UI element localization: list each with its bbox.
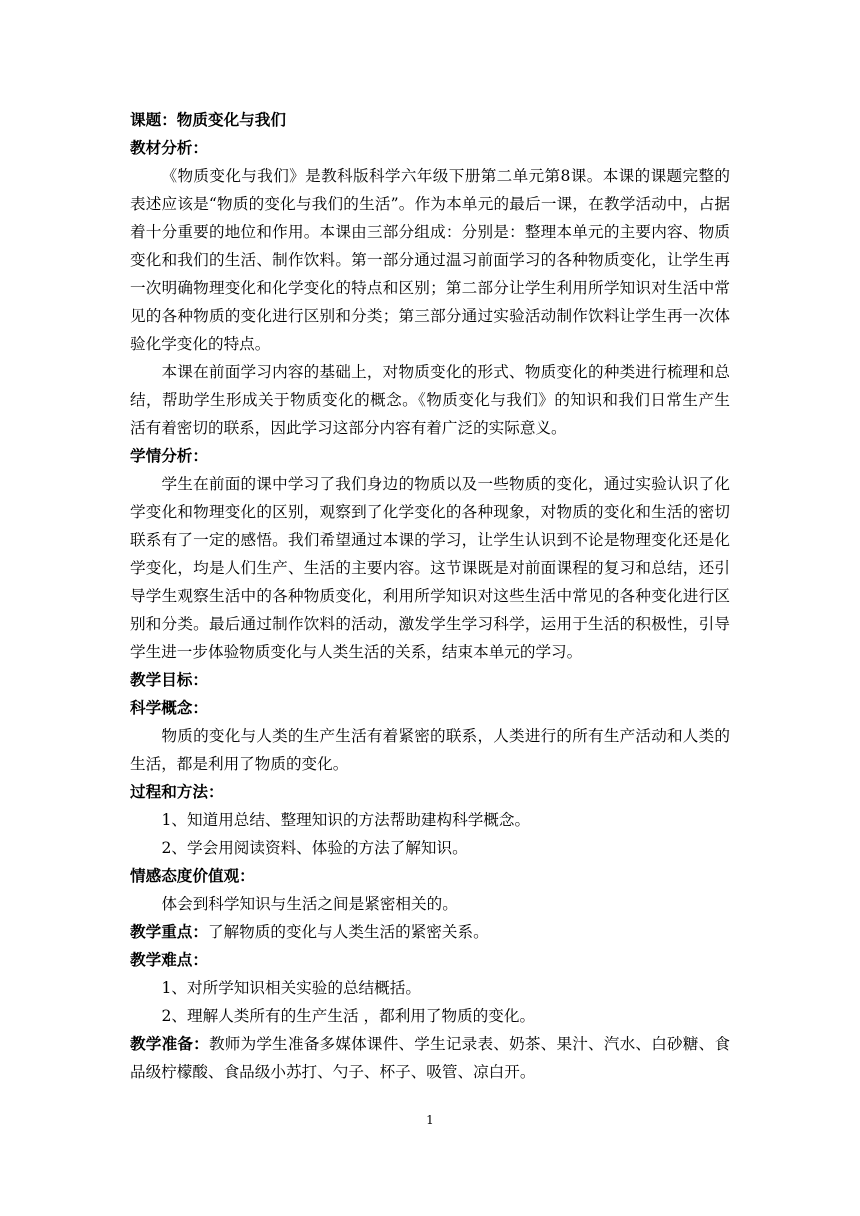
attitude-values-item-1: 体会到科学知识与生活之间是紧密相关的。 — [161, 895, 458, 913]
difficulties-heading: 教学难点： — [130, 950, 208, 969]
process-methods-heading: 过程和方法： — [130, 782, 224, 801]
lesson-title-label: 课题： — [130, 110, 177, 129]
textbook-analysis-paragraph-1: 《物质变化与我们》是教科版科学六年级下册第二单元第8课。本课的课题完整的表述应该是“物质的变化与我们的生活”。作为本单元的最后一课，在教学活动中，占据着十分重要的地位和作用。本课由三部分组成：分别是：整理本单元的主要内容、物质变化和我们的生活、制作饮料。第一部分通过温习前面学习的各种物质变化，让学生再一次明确物理变化和化学变化的特点和区别；第二部分让学生利用所学知识对生活中常见的各种物质的变化进行区别和分类；第三部分通过实验活动制作饮料让学生再一次体验化学变化的特点。 — [130, 167, 730, 353]
key-point-label: 教学重点： — [130, 922, 208, 941]
preparation-paragraph — [130, 1030, 730, 1086]
lesson-title-text: 物质变化与我们 — [176, 110, 286, 129]
process-methods-item-2: 2、学会用阅读资料、体验的方法了解知识。 — [161, 839, 468, 857]
student-analysis-heading: 学情分析： — [130, 446, 208, 465]
process-methods-item-1: 1、知道用总结、整理知识的方法帮助建构科学概念。 — [161, 811, 531, 829]
objectives-heading: 教学目标： — [130, 670, 208, 689]
preparation-text: 教师为学生准备多媒体课件、学生记录表、奶茶、果汁、汽水、白砂糖、食品级柠檬酸、食品级小苏打、勺子、杯子、吸管、凉白开。 — [130, 1035, 730, 1081]
document-page — [130, 106, 730, 1086]
science-concept-heading: 科学概念： — [130, 698, 208, 717]
science-concept-paragraph: 物质的变化与人类的生产生活有着紧密的联系，人类进行的所有生产活动和人类的生活，都是利用了物质的变化。 — [130, 727, 730, 773]
key-point-line — [130, 918, 730, 946]
key-point-text: 了解物质的变化与人类生活的紧密关系。 — [207, 923, 489, 941]
difficulties-item-2: 2、理解人类所有的生产生活 ，都利用了物质的变化。 — [161, 1007, 536, 1025]
textbook-analysis-heading: 教材分析： — [130, 138, 208, 157]
page-number: 1 — [426, 1113, 434, 1127]
preparation-label: 教学准备： — [130, 1034, 209, 1053]
textbook-analysis-paragraph-2: 本课在前面学习内容的基础上，对物质变化的形式、物质变化的种类进行梳理和总结，帮助学生形成关于物质变化的概念。《物质变化与我们》的知识和我们日常生产生活有着密切的联系，因此学习这部分内容有着广泛的实际意义。 — [130, 363, 730, 437]
attitude-values-heading: 情感态度价值观： — [130, 866, 255, 885]
difficulties-item-1: 1、对所学知识相关实验的总结概括。 — [161, 979, 421, 997]
lesson-title — [130, 106, 730, 134]
student-analysis-paragraph: 学生在前面的课中学习了我们身边的物质以及一些物质的变化，通过实验认识了化学变化和物理变化的区别，观察到了化学变化的各种现象，对物质的变化和生活的密切联系有了一定的感悟。我们希望通过本课的学习，让学生认识到不论是物理变化还是化学变化，均是人们生产、生活的主要内容。这节课既是对前面课程的复习和总结，还引导学生观察生活中的各种物质变化，利用所学知识对这些生活中常见的各种变化进行区别和分类。最后通过制作饮料的活动，激发学生学习科学，运用于生活的积极性，引导学生进一步体验物质变化与人类生活的关系，结束本单元的学习。 — [130, 475, 730, 661]
